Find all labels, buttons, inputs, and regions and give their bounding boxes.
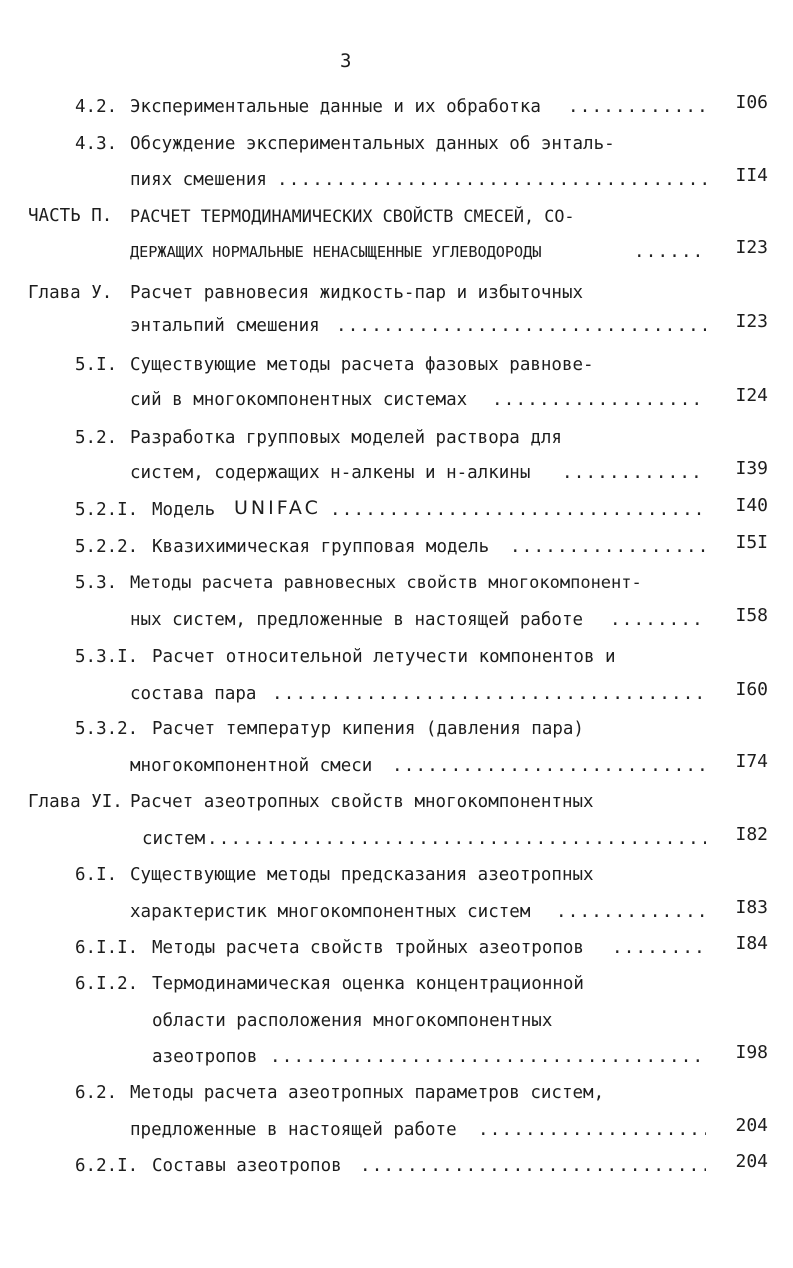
dot-leader [478,1117,706,1143]
entry-number: Глава У. [28,283,113,303]
toc-entry-6-1-cont [0,899,793,925]
toc-entry-chapter-6-cont [0,826,793,852]
toc-entry-6-2-1 [0,1153,793,1179]
entry-page: I5I [735,532,768,553]
entry-title: Разработка групповых моделей раствора для [130,428,562,448]
toc-entry-5-2-2 [0,534,793,560]
entry-title: Квазихимическая групповая модель [152,537,490,557]
entry-number: 5.3.I. [75,647,139,667]
dot-leader [568,94,706,120]
dot-leader [392,753,706,779]
entry-title-cont: ных систем, предложенные в настоящей работе [130,610,584,630]
dot-leader [277,167,706,193]
entry-page: 204 [735,1115,768,1136]
dot-leader [562,460,706,486]
entry-number: 6.I. [75,865,118,885]
toc-entry-5-3-2-cont [0,753,793,779]
entry-page: I74 [735,751,768,772]
dot-leader [360,1153,706,1179]
toc-entry-6-1 [0,862,793,888]
entry-number: 6.2. [75,1083,118,1103]
entry-number: 5.I. [75,355,118,375]
entry-page: I84 [735,933,768,954]
entry-number: 6.I.I. [75,938,139,958]
entry-title: Расчет азеотропных свойств многокомпонентных [130,792,594,812]
toc-entry-chapter-5 [0,280,793,306]
entry-page: I39 [735,458,768,479]
dot-leader [634,239,706,265]
entry-title-cont: систем [142,829,206,849]
entry-title: Обсуждение экспериментальных данных об энталь- [130,134,615,154]
entry-page: I83 [735,897,768,918]
entry-title: Методы расчета равновесных свойств многокомпонент- [130,573,642,593]
entry-title-cont: состава пара [130,684,257,704]
entry-number: 5.2.2. [75,537,139,557]
entry-title: Модель [152,500,216,520]
entry-number: 5.2.I. [75,500,139,520]
entry-title-cont: сий в многокомпонентных системах [130,390,468,410]
entry-title-cont: характеристик многокомпонентных систем [130,902,531,922]
entry-number: 5.3.2. [75,719,139,739]
entry-title: Составы азеотропов [152,1156,342,1176]
dot-leader [610,607,706,633]
dot-leader [207,826,706,852]
entry-title: Методы расчета свойств тройных азеотропов [152,938,584,958]
entry-title-cont: ДЕРЖАЩИХ НОРМАЛЬНЫЕ НЕНАСЫЩЕННЫЕ УГЛЕВОДОРОДЫ [130,243,542,261]
toc-entry-5-3-1-cont [0,681,793,707]
entry-page: I82 [735,824,768,845]
entry-number: 6.2.I. [75,1156,139,1176]
entry-title: Расчет равновесия жидкость-пар и избыточных [130,283,584,303]
entry-number: 6.I.2. [75,974,139,994]
entry-title-cont: предложенные в настоящей работе [130,1120,457,1140]
toc-entry-4-3-cont [0,167,793,193]
toc-entry-6-1-2-cont2 [0,1044,793,1070]
toc-entry-6-1-2 [0,971,793,997]
entry-number: 4.2. [75,97,118,117]
page-number: 3 [340,50,352,72]
toc-entry-part-2-cont [0,239,793,265]
toc-entry-6-1-1 [0,935,793,961]
entry-title-cont: азеотропов [152,1047,258,1067]
entry-title-cont: многокомпонентной смеси [130,756,373,776]
entry-title-cont: области расположения многокомпонентных [152,1011,553,1031]
toc-entry-5-1 [0,352,793,378]
entry-title-handwritten: UNIFAC [234,497,321,519]
entry-title-cont: систем, содержащих н-алкены и н-алкины [130,463,531,483]
entry-number: ЧАСТЬ П. [28,206,113,226]
toc-entry-6-2 [0,1080,793,1106]
toc-entry-chapter-5-cont [0,313,793,339]
entry-title: Методы расчета азеотропных параметров систем, [130,1083,605,1103]
entry-title-cont: пиях смешения [130,170,267,190]
entry-number: 5.2. [75,428,118,448]
entry-page: I06 [735,92,768,113]
toc-entry-chapter-6 [0,789,793,815]
toc-entry-5-3 [0,570,793,596]
toc-entry-4-2 [0,94,793,120]
entry-page: I58 [735,605,768,626]
entry-title: Существующие методы расчета фазовых равнове- [130,355,594,375]
dot-leader [270,1044,706,1070]
dot-leader [330,497,706,523]
entry-page: I98 [735,1042,768,1063]
dot-leader [272,681,706,707]
dot-leader [510,534,706,560]
entry-title: Существующие методы предсказания азеотропных [130,865,594,885]
entry-number: 4.3. [75,134,118,154]
entry-page: I24 [735,385,768,406]
toc-entry-5-2 [0,425,793,451]
toc-entry-6-2-cont [0,1117,793,1143]
entry-page: I60 [735,679,768,700]
entry-title: Расчет температур кипения (давления пара) [152,719,584,739]
entry-page: 204 [735,1151,768,1172]
entry-title: РАСЧЕТ ТЕРМОДИНАМИЧЕСКИХ СВОЙСТВ СМЕСЕЙ, СО- [130,206,575,226]
entry-title: Термодинамическая оценка концентрационной [152,974,584,994]
toc-entry-4-3 [0,131,793,157]
toc-entry-5-2-1 [0,497,793,523]
toc-entry-5-3-cont [0,607,793,633]
entry-page: I23 [735,311,768,332]
entry-page: I40 [735,495,768,516]
entry-page: II4 [735,165,768,186]
dot-leader [336,313,706,339]
toc-entry-part-2 [0,203,793,229]
dot-leader [612,935,706,961]
toc-entry-6-1-2-cont [0,1008,793,1034]
toc-entry-5-3-1 [0,644,793,670]
dot-leader [556,899,706,925]
toc-entry-5-1-cont [0,387,793,413]
toc-entry-5-2-cont [0,460,793,486]
entry-title-cont: энтальпий смешения [130,316,320,336]
entry-title: Экспериментальные данные и их обработка [130,97,541,117]
dot-leader [492,387,706,413]
entry-number: Глава УI. [28,792,123,812]
toc-entry-5-3-2 [0,716,793,742]
entry-number: 5.3. [75,573,118,593]
entry-page: I23 [735,237,768,258]
entry-title: Расчет относительной летучести компонентов и [152,647,616,667]
